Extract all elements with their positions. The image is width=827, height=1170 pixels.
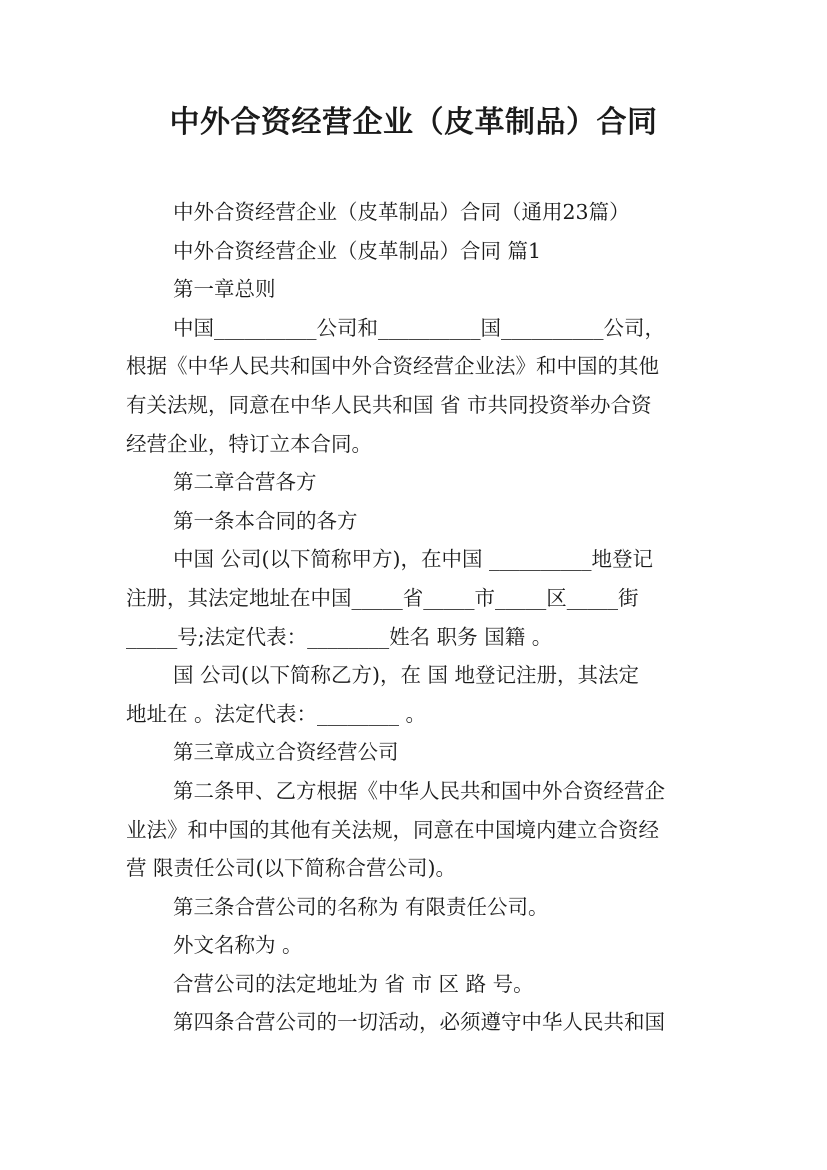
- text-line: _____号;法定代表：________姓名 职务 国籍 。: [126, 624, 553, 649]
- text-line: 第二条甲、乙方根据《中华人民共和国中外合资经营企: [173, 778, 665, 803]
- text-line: 第四条合营公司的一切活动，必须遵守中华人民共和国: [173, 1010, 665, 1035]
- text-line: 中外合资经营企业（皮革制品）合同（通用23篇）: [173, 200, 630, 224]
- text-line: 第一章总则: [173, 277, 276, 302]
- text-line: 第三条合营公司的名称为 有限责任公司。: [173, 894, 549, 919]
- document-body: [126, 193, 706, 1042]
- text-line: 第二章合营各方: [173, 470, 317, 495]
- text-line: 第三章成立合资经营公司: [173, 740, 399, 765]
- text-line: 注册，其法定地址在中国_____省_____市_____区_____街: [126, 585, 639, 610]
- text-line: 中国 公司(以下简称甲方)，在中国 __________地登记: [173, 547, 654, 572]
- text-line: 根据《中华人民共和国中外合资经营企业法》和中国的其他: [126, 354, 659, 379]
- text-line: 经营企业，特订立本合同。: [126, 431, 372, 456]
- text-line: 第一条本合同的各方: [173, 508, 358, 533]
- text-line: 地址在 。法定代表：________ 。: [126, 701, 427, 726]
- text-line: 国 公司(以下简称乙方)，在 国 地登记注册，其法定: [173, 663, 640, 688]
- text-line: 业法》和中国的其他有关法规，同意在中国境内建立合资经: [126, 817, 659, 842]
- text-line: 营 限责任公司(以下简称合营公司)。: [126, 856, 457, 881]
- text-line: 中国__________公司和__________国__________公司，: [173, 315, 665, 340]
- document-title: 中外合资经营企业（皮革制品）合同: [169, 105, 658, 140]
- text-line: 外文名称为 。: [173, 933, 303, 958]
- text-line: 合营公司的法定地址为 省 市 区 路 号。: [173, 971, 534, 996]
- text-line: 中外合资经营企业（皮革制品）合同 篇1: [173, 238, 542, 263]
- text-line: 有关法规，同意在中华人民共和国 省 市共同投资举办合资: [126, 392, 652, 417]
